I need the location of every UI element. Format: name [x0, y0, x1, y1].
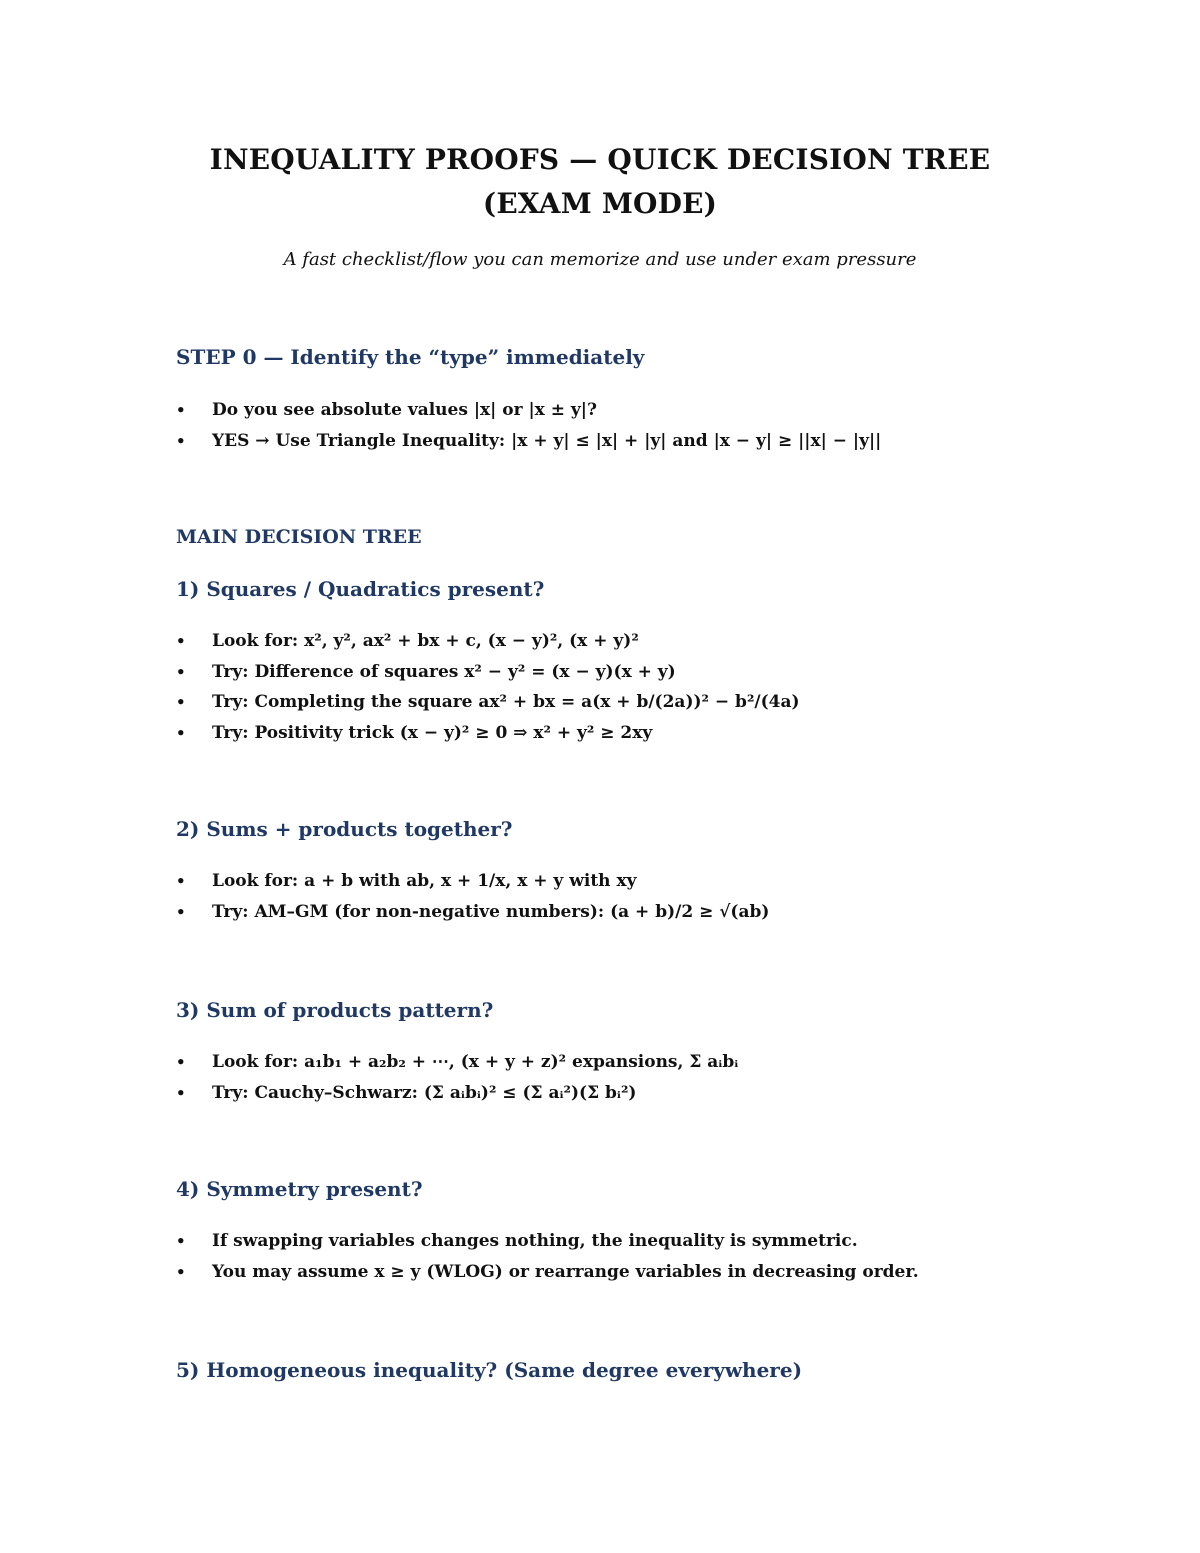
bullet-icon: • — [176, 693, 186, 711]
document-subtitle: A fast checklist/flow you can memorize and use under exam pressure — [283, 249, 917, 270]
main-decision-tree-heading: MAIN DECISION TREE — [176, 526, 422, 548]
step0-heading: STEP 0 — Identify the “type” immediately — [176, 345, 645, 369]
list-item — [176, 897, 1076, 928]
list-item-text: Try: Difference of squares x² − y² = (x − y)(x + y) — [212, 661, 676, 682]
list-item — [176, 1257, 1076, 1288]
bullet-icon: • — [176, 1083, 186, 1102]
section-3-heading: 3) Sum of products pattern? — [176, 998, 494, 1022]
section-1-bullet-list — [176, 626, 1076, 748]
list-item — [176, 626, 1076, 657]
bullet-icon: • — [176, 662, 186, 681]
list-item — [176, 687, 1076, 718]
list-item-text: Try: Cauchy–Schwarz: (Σ aᵢbᵢ)² ≤ (Σ aᵢ²)(Σ bᵢ²) — [212, 1082, 637, 1103]
bullet-icon: • — [176, 431, 186, 450]
bullet-icon: • — [176, 872, 186, 890]
section-4-bullet-list — [176, 1226, 1076, 1287]
list-item-text: Look for: x², y², ax² + bx + c, (x − y)², (x + y)² — [212, 631, 639, 651]
bullet-icon: • — [176, 632, 186, 650]
list-item — [176, 426, 1076, 457]
section-4-heading: 4) Symmetry present? — [176, 1177, 423, 1201]
document-title: INEQUALITY PROOFS — QUICK DECISION TREE (EXAM MODE) — [209, 143, 991, 220]
list-item — [176, 718, 1076, 749]
list-item-text: Look for: a₁b₁ + a₂b₂ + ⋯, (x + y + z)² expansions, Σ aᵢbᵢ — [212, 1052, 739, 1072]
list-item — [176, 1226, 1076, 1257]
list-item-text: You may assume x ≥ y (WLOG) or rearrange variables in decreasing order. — [212, 1261, 919, 1282]
list-item — [176, 395, 1076, 426]
bullet-icon: • — [176, 1262, 186, 1281]
list-item-text: Try: Completing the square ax² + bx = a(x + b/(2a))² − b²/(4a) — [212, 692, 800, 712]
section-2-bullet-list — [176, 866, 1076, 927]
list-item — [176, 657, 1076, 688]
list-item — [176, 866, 1076, 897]
section-1-heading: 1) Squares / Quadratics present? — [176, 577, 545, 601]
section-3-bullet-list — [176, 1047, 1076, 1108]
bullet-icon: • — [176, 1053, 186, 1071]
section-2-heading: 2) Sums + products together? — [176, 817, 513, 841]
list-item — [176, 1078, 1076, 1109]
list-item-text: Try: Positivity trick (x − y)² ≥ 0 ⇒ x² + y² ≥ 2xy — [212, 722, 653, 743]
list-item-text: Try: AM–GM (for non-negative numbers): (a + b)/2 ≥ √(ab) — [212, 901, 770, 922]
section-5-heading: 5) Homogeneous inequality? (Same degree everywhere) — [176, 1358, 803, 1382]
bullet-icon: • — [176, 902, 186, 921]
list-item-text: Look for: a + b with ab, x + 1/x, x + y with xy — [212, 871, 637, 891]
bullet-icon: • — [176, 1232, 186, 1250]
bullet-icon: • — [176, 723, 186, 742]
bullet-icon: • — [176, 401, 186, 419]
list-item-text: Do you see absolute values |x| or |x ± y|? — [212, 400, 597, 420]
step0-bullet-list — [176, 395, 1076, 456]
list-item — [176, 1047, 1076, 1078]
list-item-text: If swapping variables changes nothing, the inequality is symmetric. — [212, 1231, 858, 1251]
list-item-text: YES → Use Triangle Inequality: |x + y| ≤ |x| + |y| and |x − y| ≥ ||x| − |y|| — [212, 430, 882, 451]
